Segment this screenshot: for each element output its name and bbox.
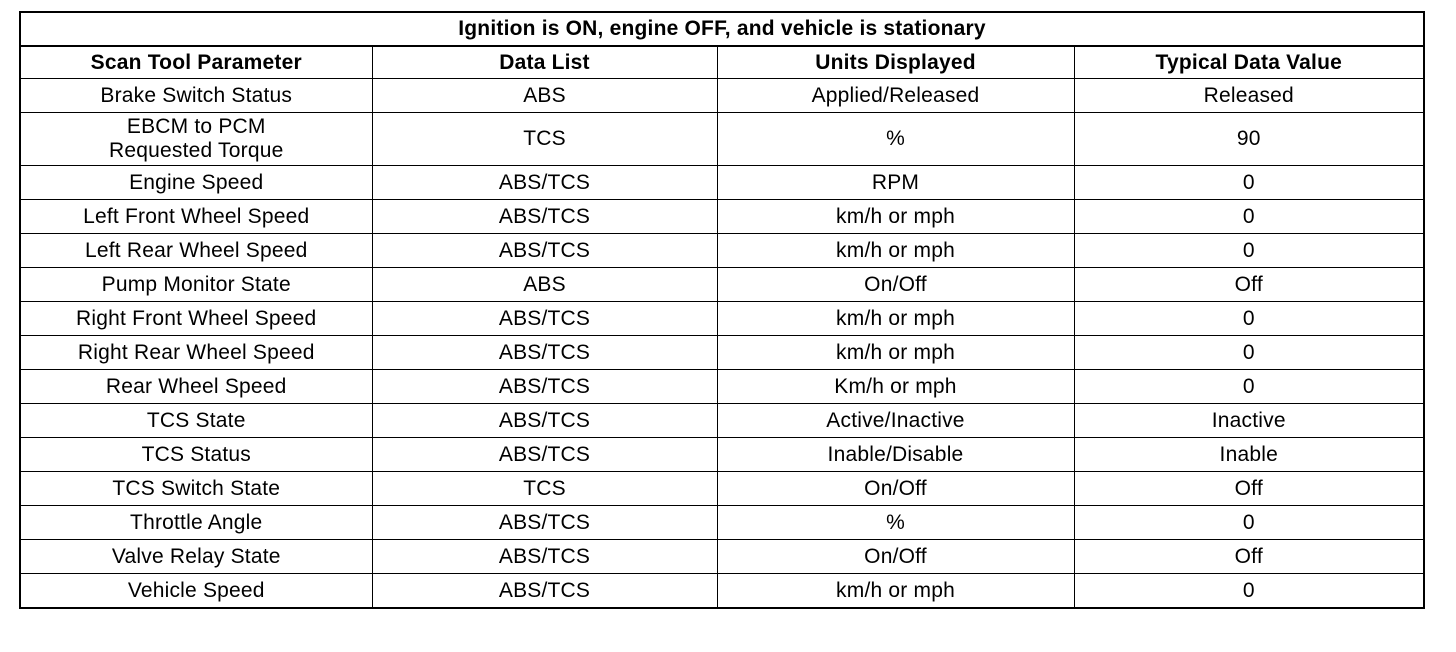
data-list-cell: ABS/TCS bbox=[372, 234, 717, 268]
data-list-cell: ABS/TCS bbox=[372, 574, 717, 609]
data-list-cell: ABS/TCS bbox=[372, 438, 717, 472]
units-cell: km/h or mph bbox=[717, 302, 1074, 336]
data-list-cell: ABS bbox=[372, 79, 717, 113]
table-row bbox=[20, 302, 1424, 336]
data-list-cell: ABS/TCS bbox=[372, 200, 717, 234]
parameter-cell: Brake Switch Status bbox=[20, 79, 372, 113]
parameter-cell: EBCM to PCM Requested Torque bbox=[20, 113, 372, 166]
table-caption-row bbox=[20, 12, 1424, 46]
parameter-cell: Rear Wheel Speed bbox=[20, 370, 372, 404]
units-cell: km/h or mph bbox=[717, 336, 1074, 370]
typical-value-cell: 0 bbox=[1074, 200, 1424, 234]
data-list-cell: ABS/TCS bbox=[372, 404, 717, 438]
units-cell: On/Off bbox=[717, 540, 1074, 574]
typical-value-cell: 0 bbox=[1074, 370, 1424, 404]
parameter-cell: TCS Switch State bbox=[20, 472, 372, 506]
column-header-data-list: Data List bbox=[372, 46, 717, 79]
units-cell: km/h or mph bbox=[717, 574, 1074, 609]
typical-value-cell: Off bbox=[1074, 268, 1424, 302]
table-row bbox=[20, 200, 1424, 234]
table-row bbox=[20, 234, 1424, 268]
typical-value-cell: 0 bbox=[1074, 302, 1424, 336]
parameter-cell: Right Front Wheel Speed bbox=[20, 302, 372, 336]
typical-value-cell: Inactive bbox=[1074, 404, 1424, 438]
parameter-cell: Vehicle Speed bbox=[20, 574, 372, 609]
table-row bbox=[20, 472, 1424, 506]
parameter-cell: Left Front Wheel Speed bbox=[20, 200, 372, 234]
typical-value-cell: 0 bbox=[1074, 166, 1424, 200]
typical-value-cell: Off bbox=[1074, 472, 1424, 506]
parameter-cell: Valve Relay State bbox=[20, 540, 372, 574]
parameter-cell: Pump Monitor State bbox=[20, 268, 372, 302]
table-row bbox=[20, 336, 1424, 370]
units-cell: On/Off bbox=[717, 472, 1074, 506]
data-list-cell: ABS/TCS bbox=[372, 506, 717, 540]
units-cell: Applied/Released bbox=[717, 79, 1074, 113]
typical-value-cell: 0 bbox=[1074, 234, 1424, 268]
parameter-cell: TCS State bbox=[20, 404, 372, 438]
typical-value-cell: Off bbox=[1074, 540, 1424, 574]
units-cell: % bbox=[717, 113, 1074, 166]
table-row bbox=[20, 113, 1424, 166]
units-cell: km/h or mph bbox=[717, 234, 1074, 268]
data-list-cell: TCS bbox=[372, 113, 717, 166]
data-list-cell: ABS bbox=[372, 268, 717, 302]
typical-value-cell: 90 bbox=[1074, 113, 1424, 166]
data-list-cell: TCS bbox=[372, 472, 717, 506]
table-row bbox=[20, 79, 1424, 113]
data-list-cell: ABS/TCS bbox=[372, 370, 717, 404]
typical-value-cell: Inable bbox=[1074, 438, 1424, 472]
table-row bbox=[20, 404, 1424, 438]
table-row bbox=[20, 268, 1424, 302]
units-cell: % bbox=[717, 506, 1074, 540]
table-row bbox=[20, 438, 1424, 472]
column-header-scan-tool-parameter: Scan Tool Parameter bbox=[20, 46, 372, 79]
table-row bbox=[20, 540, 1424, 574]
typical-value-cell: Released bbox=[1074, 79, 1424, 113]
data-list-cell: ABS/TCS bbox=[372, 336, 717, 370]
scan-tool-data-table bbox=[19, 11, 1425, 609]
parameter-cell: TCS Status bbox=[20, 438, 372, 472]
column-header-typical-data-value: Typical Data Value bbox=[1074, 46, 1424, 79]
units-cell: km/h or mph bbox=[717, 200, 1074, 234]
table-row bbox=[20, 506, 1424, 540]
parameter-cell: Right Rear Wheel Speed bbox=[20, 336, 372, 370]
typical-value-cell: 0 bbox=[1074, 574, 1424, 609]
typical-value-cell: 0 bbox=[1074, 506, 1424, 540]
units-cell: Inable/Disable bbox=[717, 438, 1074, 472]
units-cell: RPM bbox=[717, 166, 1074, 200]
table-row bbox=[20, 574, 1424, 609]
data-list-cell: ABS/TCS bbox=[372, 540, 717, 574]
units-cell: On/Off bbox=[717, 268, 1074, 302]
units-cell: Km/h or mph bbox=[717, 370, 1074, 404]
data-list-cell: ABS/TCS bbox=[372, 302, 717, 336]
table-row bbox=[20, 370, 1424, 404]
parameter-cell: Left Rear Wheel Speed bbox=[20, 234, 372, 268]
parameter-cell: Engine Speed bbox=[20, 166, 372, 200]
data-list-cell: ABS/TCS bbox=[372, 166, 717, 200]
table-header-row bbox=[20, 46, 1424, 79]
table-row bbox=[20, 166, 1424, 200]
units-cell: Active/Inactive bbox=[717, 404, 1074, 438]
parameter-cell: Throttle Angle bbox=[20, 506, 372, 540]
table-caption: Ignition is ON, engine OFF, and vehicle is stationary bbox=[20, 12, 1424, 46]
typical-value-cell: 0 bbox=[1074, 336, 1424, 370]
column-header-units-displayed: Units Displayed bbox=[717, 46, 1074, 79]
